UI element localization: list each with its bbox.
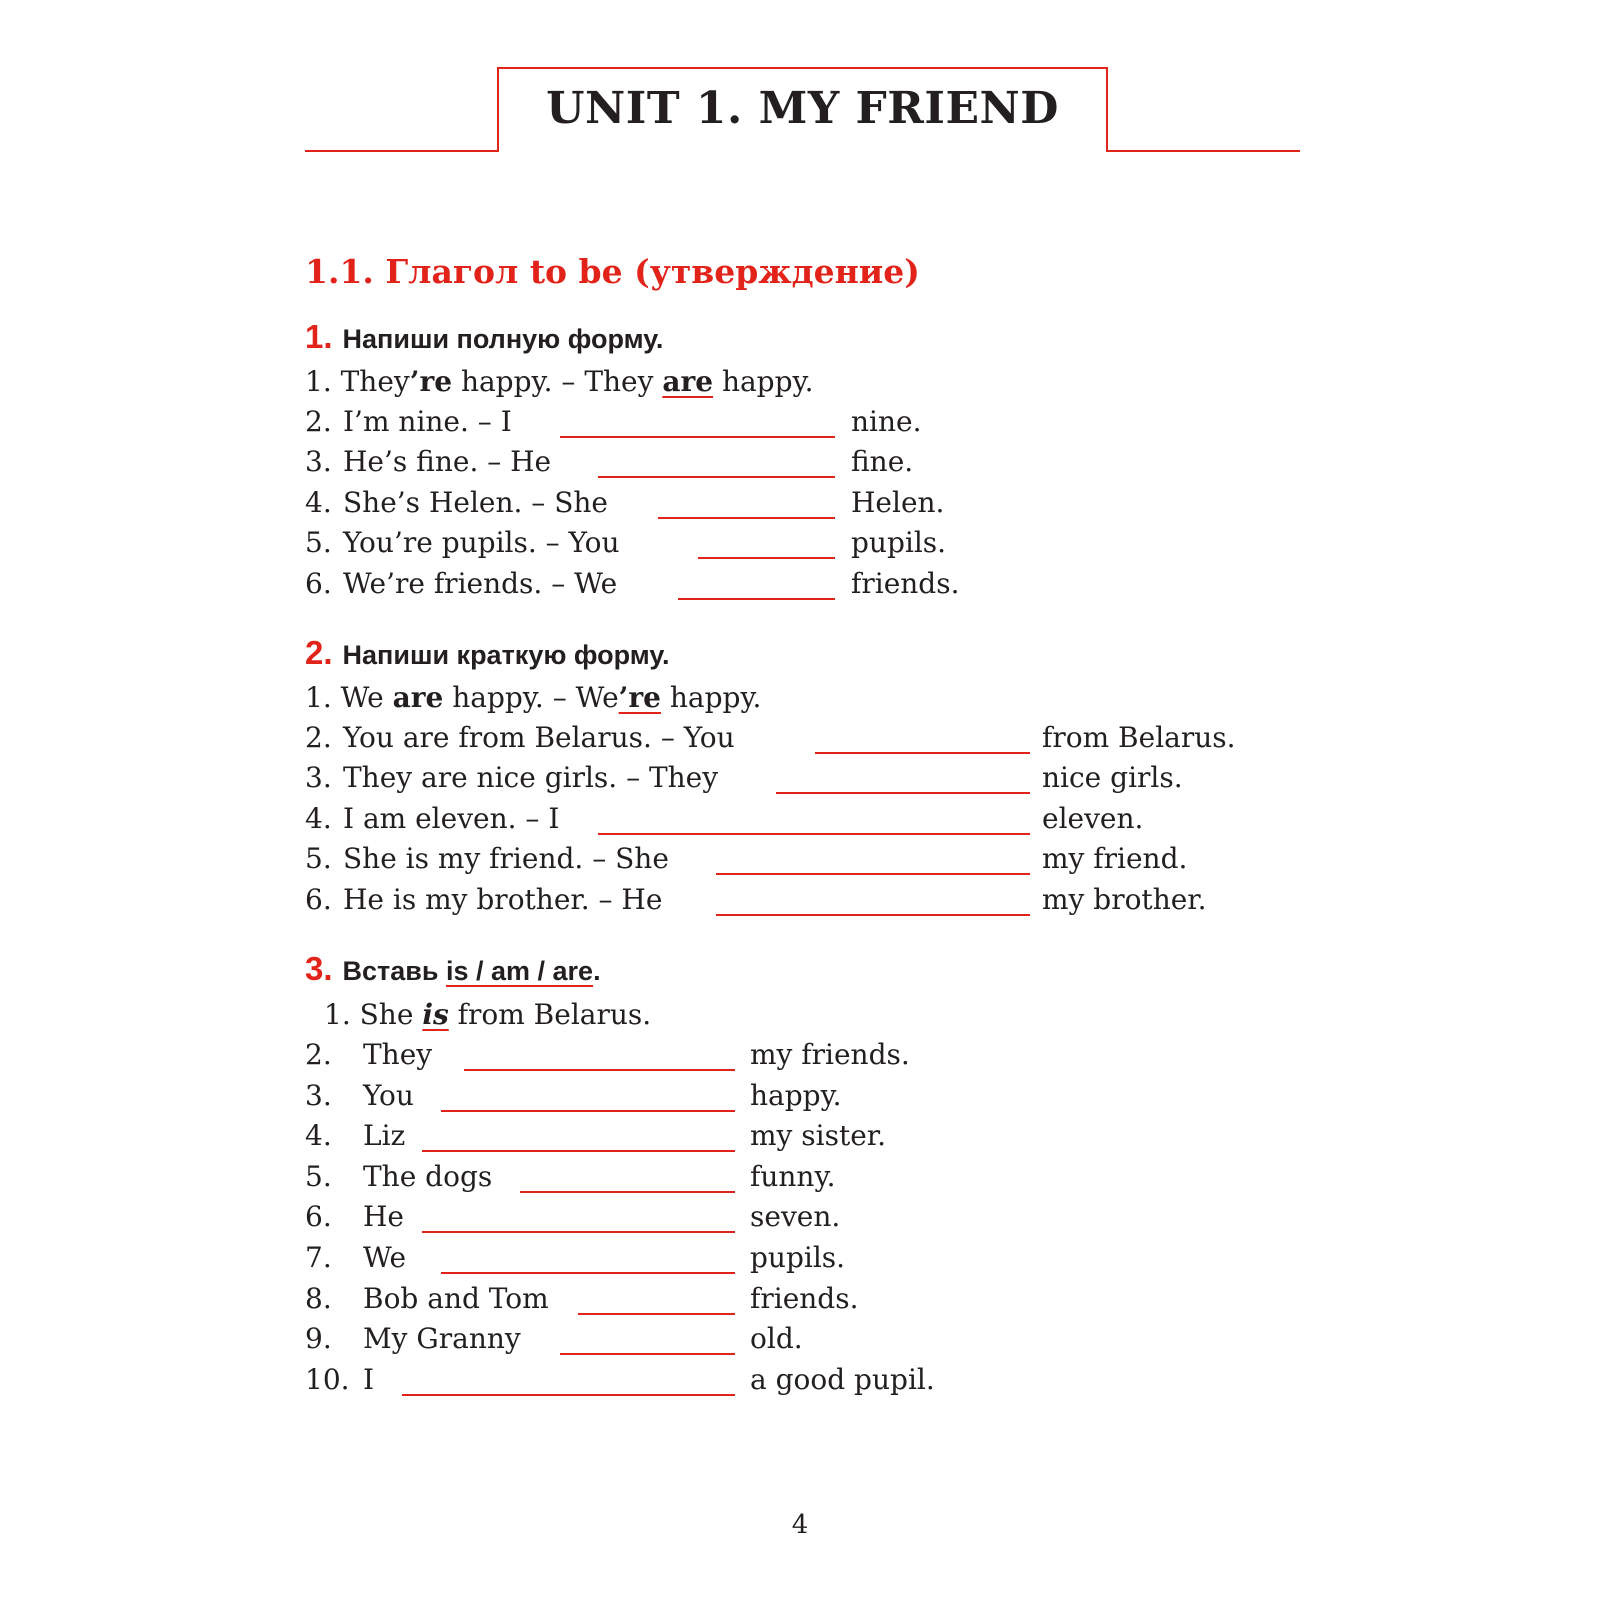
answer-blank[interactable] xyxy=(598,476,835,478)
answer-blank[interactable] xyxy=(578,1313,735,1315)
item-ending: pupils. xyxy=(851,526,947,560)
item-ending: from Belarus. xyxy=(1042,721,1236,754)
exercise-instruction: Напиши полную форму. xyxy=(342,324,664,354)
exercise-item xyxy=(0,758,1600,798)
item-ending: friends. xyxy=(750,1281,859,1315)
item-number: 4. xyxy=(305,485,332,519)
exercise-item xyxy=(0,880,1600,920)
item-ending: eleven. xyxy=(1042,801,1144,835)
item-number: 6. xyxy=(305,566,332,600)
answer-blank[interactable] xyxy=(815,752,1030,754)
example-contraction: ’re xyxy=(409,365,453,398)
item-prompt: We xyxy=(363,1241,407,1274)
answer-blank[interactable] xyxy=(422,1150,735,1152)
item-number: 6. xyxy=(305,1200,332,1234)
example-text-mid: happy. – We xyxy=(443,681,619,714)
item-prompt: I xyxy=(363,1362,375,1396)
example-text-pre: She xyxy=(350,998,423,1031)
item-ending: my friends. xyxy=(750,1038,910,1071)
exercise-item xyxy=(0,839,1600,879)
exercise-2-example xyxy=(305,678,761,718)
item-prompt: They are nice girls. – They xyxy=(343,761,719,795)
example-answer: are xyxy=(662,365,714,398)
item-ending: a good pupil. xyxy=(750,1362,935,1396)
item-number: 5. xyxy=(305,526,332,560)
item-number: 4. xyxy=(305,801,332,835)
answer-blank[interactable] xyxy=(698,557,835,559)
exercise-1-example xyxy=(305,362,814,402)
item-number: 2. xyxy=(305,1038,332,1071)
exercise-3-heading xyxy=(305,950,601,988)
item-number: 4. xyxy=(305,1119,332,1153)
answer-blank[interactable] xyxy=(776,792,1030,794)
page-number: 4 xyxy=(791,1510,809,1540)
item-ending: nice girls. xyxy=(1042,761,1183,795)
item-number: 3. xyxy=(305,1078,332,1112)
exercise-instruction-words: is / am / are xyxy=(445,956,594,986)
item-ending: pupils. xyxy=(750,1241,846,1274)
section-title: 1.1. Глагол to be (утверждение) xyxy=(305,252,920,291)
item-prompt: I’m nine. – I xyxy=(343,405,512,438)
answer-blank[interactable] xyxy=(441,1272,735,1274)
item-number: 5. xyxy=(305,1159,332,1193)
example-text-post: happy. xyxy=(713,365,814,398)
item-ending: my friend. xyxy=(1042,842,1188,876)
example-answer: ’re xyxy=(618,681,661,714)
example-full-form: are xyxy=(392,681,444,714)
example-text-post: happy. xyxy=(660,681,762,714)
item-number: 6. xyxy=(305,882,332,916)
exercise-item xyxy=(0,1116,1600,1156)
answer-blank[interactable] xyxy=(422,1231,735,1233)
item-ending: my brother. xyxy=(1042,882,1207,916)
answer-blank[interactable] xyxy=(716,873,1030,875)
exercise-item xyxy=(0,402,1600,442)
item-ending: friends. xyxy=(851,566,960,600)
exercise-number: 1. xyxy=(305,318,333,355)
answer-blank[interactable] xyxy=(560,1353,735,1355)
example-text-pre: They xyxy=(331,365,410,398)
exercise-item xyxy=(0,799,1600,839)
exercise-item xyxy=(0,1238,1600,1278)
item-number: 9. xyxy=(305,1322,332,1356)
exercise-item xyxy=(0,442,1600,482)
unit-title: UNIT 1. MY FRIEND xyxy=(546,83,1059,134)
item-number: 1. xyxy=(324,998,351,1031)
item-prompt: We’re friends. – We xyxy=(343,566,618,600)
exercise-item xyxy=(0,1076,1600,1116)
exercise-item xyxy=(0,1035,1600,1075)
item-prompt: They xyxy=(363,1038,433,1071)
exercise-3-example xyxy=(324,995,651,1035)
answer-blank[interactable] xyxy=(658,517,835,519)
exercise-item xyxy=(0,1157,1600,1197)
item-number: 5. xyxy=(305,842,332,876)
item-prompt: My Granny xyxy=(363,1322,521,1356)
unit-title-box xyxy=(497,67,1108,151)
item-number: 8. xyxy=(305,1281,332,1315)
exercise-item xyxy=(0,1279,1600,1319)
title-rule-right xyxy=(1106,150,1300,152)
answer-blank[interactable] xyxy=(560,436,835,438)
item-ending: funny. xyxy=(750,1159,836,1193)
item-prompt: He xyxy=(363,1200,404,1234)
item-number: 2. xyxy=(305,721,332,754)
exercise-item xyxy=(0,718,1600,758)
item-prompt: Bob and Tom xyxy=(363,1281,549,1315)
item-ending: my sister. xyxy=(750,1119,886,1153)
exercise-instruction: Вставь xyxy=(342,956,446,986)
item-ending: Helen. xyxy=(851,485,945,519)
item-prompt: I am eleven. – I xyxy=(343,801,560,835)
answer-blank[interactable] xyxy=(598,833,1030,835)
item-prompt: You are from Belarus. – You xyxy=(343,721,735,754)
item-number: 1. xyxy=(305,681,332,714)
answer-blank[interactable] xyxy=(678,598,835,600)
item-prompt: He’s fine. – He xyxy=(343,445,552,479)
item-number: 2. xyxy=(305,405,332,438)
exercise-number: 2. xyxy=(305,634,333,671)
item-ending: seven. xyxy=(750,1200,841,1234)
answer-blank[interactable] xyxy=(716,914,1030,916)
answer-blank[interactable] xyxy=(441,1110,735,1112)
item-prompt: You’re pupils. – You xyxy=(343,526,620,560)
answer-blank[interactable] xyxy=(402,1394,735,1396)
exercise-number: 3. xyxy=(305,950,333,987)
item-prompt: She is my friend. – She xyxy=(343,842,669,876)
exercise-2-heading xyxy=(305,634,670,672)
item-prompt: You xyxy=(363,1078,414,1112)
item-ending: old. xyxy=(750,1322,803,1356)
item-number: 7. xyxy=(305,1241,332,1274)
example-text-post: from Belarus. xyxy=(448,998,652,1031)
exercise-item xyxy=(0,564,1600,604)
exercise-item xyxy=(0,483,1600,523)
example-text-mid: happy. – They xyxy=(452,365,663,398)
answer-blank[interactable] xyxy=(464,1069,735,1071)
example-text-pre: We xyxy=(331,681,393,714)
exercise-instruction-end: . xyxy=(593,956,601,986)
item-number: 3. xyxy=(305,445,332,479)
exercise-instruction: Напиши краткую форму. xyxy=(342,640,670,670)
exercise-item xyxy=(0,1360,1600,1400)
exercise-item xyxy=(0,523,1600,563)
item-prompt: He is my brother. – He xyxy=(343,882,663,916)
exercise-1-heading xyxy=(305,318,663,356)
exercise-item xyxy=(0,1319,1600,1359)
title-rule-left xyxy=(305,150,499,152)
exercise-item xyxy=(0,1197,1600,1237)
item-number: 1. xyxy=(305,365,332,398)
item-prompt: She’s Helen. – She xyxy=(343,485,608,519)
item-prompt: The dogs xyxy=(363,1159,493,1193)
item-ending: nine. xyxy=(851,405,922,438)
item-ending: happy. xyxy=(750,1078,842,1112)
item-ending: fine. xyxy=(851,445,914,479)
item-number: 3. xyxy=(305,761,332,795)
item-number: 10. xyxy=(305,1362,350,1396)
answer-blank[interactable] xyxy=(520,1191,735,1193)
example-answer: is xyxy=(422,998,449,1031)
item-prompt: Liz xyxy=(363,1119,406,1153)
